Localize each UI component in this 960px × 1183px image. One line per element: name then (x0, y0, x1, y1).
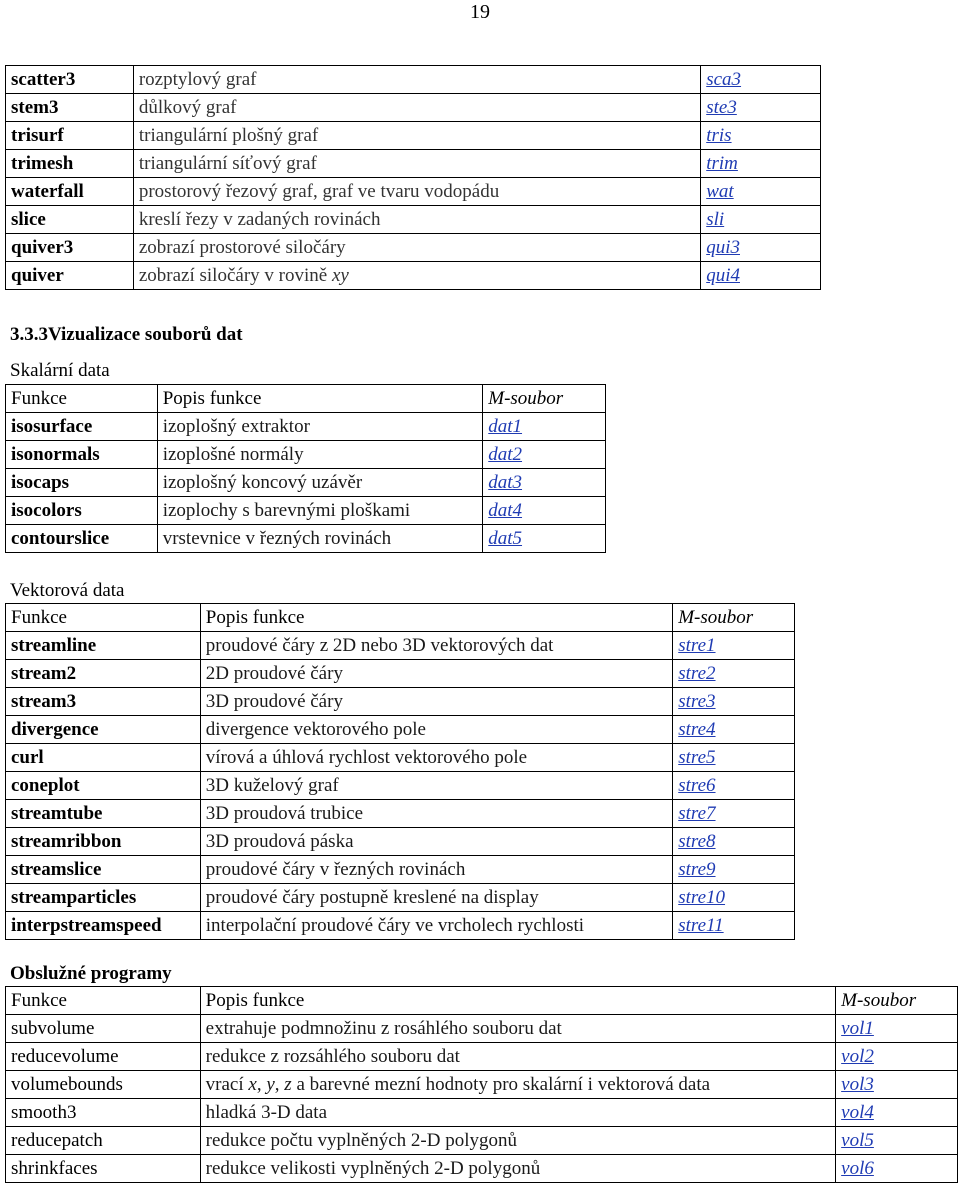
table-row (6, 206, 821, 234)
table-row (6, 122, 821, 150)
header-m-file: M-soubor (673, 604, 795, 632)
m-file-cell (673, 800, 795, 828)
table-row (6, 66, 821, 94)
m-file-cell (701, 262, 821, 290)
m-file-link[interactable]: dat3 (488, 471, 523, 493)
table-header-row (6, 385, 606, 413)
function-name: stream2 (6, 660, 201, 688)
m-file-link[interactable]: stre4 (678, 718, 716, 740)
table-row (6, 441, 606, 469)
function-name: trimesh (6, 150, 134, 178)
m-file-link[interactable]: vol6 (841, 1157, 874, 1179)
table-row (6, 1071, 958, 1099)
description-text: izoplošný koncový uzávěr (162, 471, 363, 493)
description-text: izoplošné normály (162, 443, 304, 465)
description-part: , (256, 1073, 267, 1095)
function-name: quiver (6, 262, 134, 290)
description-part: a barevné mezní hodnoty pro skalární i vektorová data (291, 1073, 711, 1095)
description-text: 3D proudová páska (205, 830, 354, 852)
function-description (157, 469, 483, 497)
description-part: y (266, 1073, 275, 1095)
m-file-link[interactable]: sca3 (706, 68, 742, 90)
function-description (133, 262, 700, 290)
table-row (6, 632, 795, 660)
description-text: rozptylový graf (138, 68, 257, 90)
table-row (6, 1043, 958, 1071)
function-name: trisurf (6, 122, 134, 150)
table-row (6, 772, 795, 800)
description-text: 3D proudové čáry (205, 690, 343, 712)
m-file-link[interactable]: stre2 (678, 662, 716, 684)
m-file-link[interactable]: trim (706, 152, 738, 174)
description-text: 2D proudové čáry (205, 662, 343, 684)
description-text: prostorový řezový graf, graf ve tvaru vodopádu (138, 180, 500, 202)
table-row (6, 94, 821, 122)
m-file-cell (836, 1015, 958, 1043)
header-description: Popis funkce (157, 385, 483, 413)
m-file-link[interactable]: vol3 (841, 1073, 874, 1095)
function-name: streamparticles (6, 884, 201, 912)
table-row (6, 262, 821, 290)
function-description (200, 716, 672, 744)
m-file-link[interactable]: stre1 (678, 634, 716, 656)
utility-programs-title: Obslužné programy (10, 963, 172, 984)
m-file-link[interactable]: dat1 (488, 415, 523, 437)
function-description (157, 413, 483, 441)
function-description (133, 206, 700, 234)
m-file-cell (836, 1071, 958, 1099)
table-row (6, 178, 821, 206)
m-file-cell (836, 1099, 958, 1127)
function-name: reducepatch (6, 1127, 201, 1155)
function-name: smooth3 (6, 1099, 201, 1127)
function-description (133, 150, 700, 178)
m-file-cell (673, 912, 795, 940)
scalar-data-title: Skalární data (10, 360, 110, 381)
function-description (200, 1127, 835, 1155)
m-file-link[interactable]: stre8 (678, 830, 716, 852)
m-file-link[interactable]: tris (706, 124, 732, 146)
function-name: streamtube (6, 800, 201, 828)
function-name: streamribbon (6, 828, 201, 856)
function-name: reducevolume (6, 1043, 201, 1071)
table-row (6, 1015, 958, 1043)
m-file-cell (673, 632, 795, 660)
header-function: Funkce (6, 385, 158, 413)
description-text: proudové čáry z 2D nebo 3D vektorových dat (205, 634, 554, 656)
function-name: interpstreamspeed (6, 912, 201, 940)
m-file-cell (673, 828, 795, 856)
function-description (200, 884, 672, 912)
description-text: triangulární plošný graf (138, 124, 319, 146)
description-part: vrací (205, 1073, 249, 1095)
description-text: vrstevnice v řezných rovinách (162, 527, 392, 549)
function-name: volumebounds (6, 1071, 201, 1099)
description-text: redukce z rozsáhlého souboru dat (205, 1045, 460, 1067)
description-italic: xy (331, 264, 349, 286)
function-description (200, 688, 672, 716)
table-row (6, 884, 795, 912)
scalar-data-table (5, 384, 606, 553)
description-text: proudové čáry postupně kreslené na display (205, 886, 539, 908)
table-row (6, 716, 795, 744)
m-file-cell (483, 497, 606, 525)
function-description (200, 772, 672, 800)
function-description (200, 828, 672, 856)
function-name: stem3 (6, 94, 134, 122)
m-file-link[interactable]: vol4 (841, 1101, 874, 1123)
m-file-cell (673, 884, 795, 912)
m-file-cell (836, 1043, 958, 1071)
function-description (200, 1099, 835, 1127)
m-file-cell (673, 856, 795, 884)
m-file-cell (673, 744, 795, 772)
function-name: curl (6, 744, 201, 772)
plot-functions-table (5, 65, 821, 290)
table-row (6, 828, 795, 856)
m-file-cell (673, 660, 795, 688)
table-row (6, 1127, 958, 1155)
m-file-cell (701, 150, 821, 178)
section-title: 3.3.3Vizualizace souborů dat (10, 324, 243, 345)
description-text: triangulární síťový graf (138, 152, 317, 174)
header-m-file: M-soubor (836, 987, 958, 1015)
m-file-link[interactable]: stre7 (678, 802, 716, 824)
table-row (6, 800, 795, 828)
m-file-link[interactable]: ste3 (706, 96, 737, 118)
description-text: interpolační proudové čáry ve vrcholech rychlosti (205, 914, 585, 936)
m-file-link[interactable]: dat2 (488, 443, 523, 465)
description-text: 3D kuželový graf (205, 774, 339, 796)
table-row (6, 688, 795, 716)
description-text: hladká 3-D data (205, 1101, 328, 1123)
table-row (6, 744, 795, 772)
description-text: 3D proudová trubice (205, 802, 363, 824)
description-text: redukce velikosti vyplněných 2-D polygonů (205, 1157, 541, 1179)
function-description (200, 744, 672, 772)
vector-data-title: Vektorová data (10, 580, 125, 601)
function-name: isocolors (6, 497, 158, 525)
m-file-cell (701, 122, 821, 150)
header-description: Popis funkce (200, 604, 672, 632)
table-row (6, 660, 795, 688)
function-description (157, 441, 483, 469)
table-row (6, 234, 821, 262)
header-function: Funkce (6, 987, 201, 1015)
m-file-link[interactable]: qui3 (706, 236, 740, 258)
function-name: streamslice (6, 856, 201, 884)
description-text: zobrazí siločáry v rovině (138, 264, 332, 286)
function-description (200, 856, 672, 884)
function-name: isocaps (6, 469, 158, 497)
function-name: scatter3 (6, 66, 134, 94)
description-part: , (274, 1073, 285, 1095)
m-file-link[interactable]: vol1 (841, 1017, 874, 1039)
m-file-link[interactable]: stre6 (678, 774, 716, 796)
m-file-link[interactable]: wat (706, 180, 734, 202)
function-name: divergence (6, 716, 201, 744)
table-row (6, 856, 795, 884)
m-file-cell (483, 525, 606, 553)
description-text: zobrazí prostorové siločáry (138, 236, 346, 258)
m-file-link[interactable]: vol2 (841, 1045, 874, 1067)
m-file-link[interactable]: stre9 (678, 858, 716, 880)
function-description (200, 1015, 835, 1043)
function-name: slice (6, 206, 134, 234)
function-description (133, 66, 700, 94)
m-file-link[interactable]: stre10 (678, 886, 726, 908)
table-header-row (6, 604, 795, 632)
function-name: waterfall (6, 178, 134, 206)
function-description (133, 94, 700, 122)
function-description (157, 525, 483, 553)
m-file-cell (836, 1155, 958, 1183)
m-file-cell (836, 1127, 958, 1155)
m-file-cell (673, 716, 795, 744)
function-description (200, 1071, 835, 1099)
function-description (200, 1155, 835, 1183)
function-description (133, 122, 700, 150)
table-header-row (6, 987, 958, 1015)
function-name: isosurface (6, 413, 158, 441)
function-name: shrinkfaces (6, 1155, 201, 1183)
header-function: Funkce (6, 604, 201, 632)
function-description (133, 234, 700, 262)
function-name: quiver3 (6, 234, 134, 262)
table-row (6, 912, 795, 940)
function-description (200, 660, 672, 688)
description-text: izoplochy s barevnými ploškami (162, 499, 411, 521)
m-file-cell (673, 688, 795, 716)
description-text: proudové čáry v řezných rovinách (205, 858, 466, 880)
header-m-file: M-soubor (483, 385, 606, 413)
function-name: subvolume (6, 1015, 201, 1043)
function-description (200, 1043, 835, 1071)
function-name: stream3 (6, 688, 201, 716)
table-row (6, 525, 606, 553)
page-number: 19 (470, 1, 490, 23)
function-description (157, 497, 483, 525)
m-file-link[interactable]: stre3 (678, 690, 716, 712)
description-text: důlkový graf (138, 96, 237, 118)
function-description (133, 178, 700, 206)
table-row (6, 1155, 958, 1183)
m-file-cell (701, 234, 821, 262)
table-row (6, 469, 606, 497)
table-row (6, 413, 606, 441)
table-row (6, 497, 606, 525)
m-file-cell (673, 772, 795, 800)
function-name: isonormals (6, 441, 158, 469)
m-file-link[interactable]: stre5 (678, 746, 716, 768)
description-text: izoplošný extraktor (162, 415, 310, 437)
description-text: redukce počtu vyplněných 2-D polygonů (205, 1129, 517, 1151)
function-description (200, 912, 672, 940)
description-part: x (248, 1073, 257, 1095)
description-text: kreslí řezy v zadaných rovinách (138, 208, 381, 230)
m-file-link[interactable]: dat5 (488, 527, 523, 549)
description-text: extrahuje podmnožinu z rosáhlého souboru dat (205, 1017, 562, 1039)
table-row (6, 150, 821, 178)
header-description: Popis funkce (200, 987, 835, 1015)
m-file-cell (701, 94, 821, 122)
function-name: contourslice (6, 525, 158, 553)
m-file-link[interactable]: vol5 (841, 1129, 874, 1151)
m-file-link[interactable]: dat4 (488, 499, 523, 521)
function-name: coneplot (6, 772, 201, 800)
function-name: streamline (6, 632, 201, 660)
function-description (200, 800, 672, 828)
m-file-link[interactable]: stre11 (678, 914, 724, 936)
utility-programs-table (5, 986, 958, 1183)
description-text: divergence vektorového pole (205, 718, 426, 740)
description-part: z (284, 1073, 292, 1095)
m-file-cell (483, 413, 606, 441)
vector-data-table (5, 603, 795, 940)
m-file-cell (701, 178, 821, 206)
m-file-cell (483, 441, 606, 469)
m-file-link[interactable]: sli (706, 208, 725, 230)
table-row (6, 1099, 958, 1127)
description-text: vírová a úhlová rychlost vektorového pole (205, 746, 528, 768)
m-file-cell (701, 206, 821, 234)
function-description (200, 632, 672, 660)
m-file-link[interactable]: qui4 (706, 264, 740, 286)
m-file-cell (701, 66, 821, 94)
m-file-cell (483, 469, 606, 497)
